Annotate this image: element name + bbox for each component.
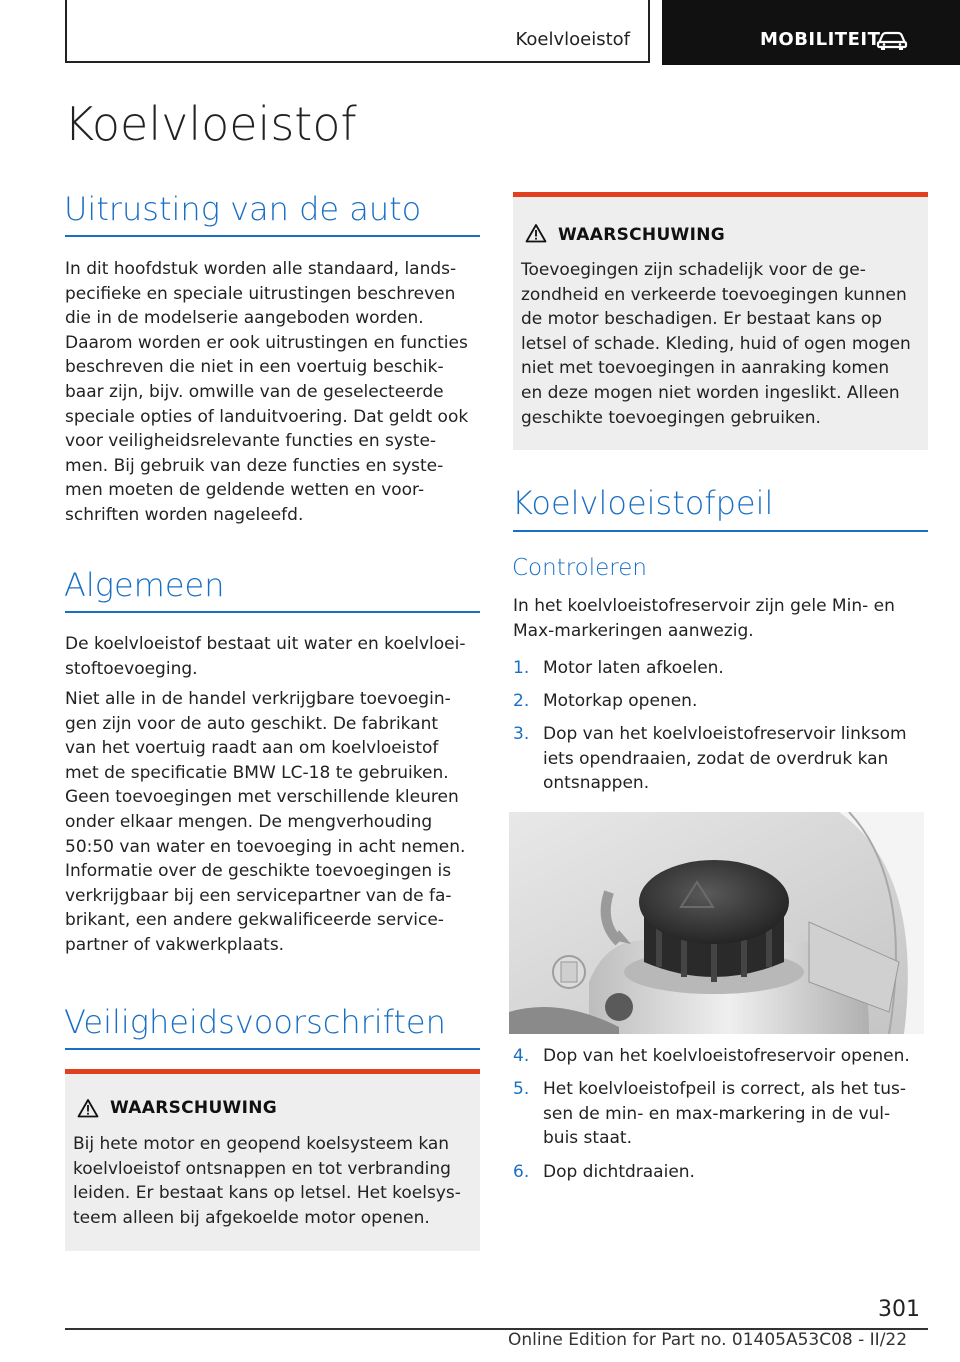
list-item: 6. Dop dichtdraaien. xyxy=(513,1162,695,1182)
list-item: 2. Motorkap openen. xyxy=(513,691,698,711)
equipment-paragraph: In dit hoofdstuk worden alle standaard, lands- pecifieke en speciale uitrustingen beschreven die in de modelserie aangeboden worden. Daarom worden er ook uitrustingen en functies beschreven die niet in een voertuig beschik- baar zijn, bijv. omwille van de geselecteerde speciale opties of landuitvoering. Dat geldt ook voor veiligheidsrelevante functies en syste- men. Bij gebruik van deze functies en syste- men moeten de geldende wetten en voor- schriften worden nageleefd. xyxy=(65,259,469,525)
section-heading-level: Koelvloeistofpeil xyxy=(512,484,774,522)
subheading-check: Controleren xyxy=(512,555,647,581)
section-rule xyxy=(513,530,928,532)
warning-text: Bij hete motor en geopend koelsysteem kan koelvloeistof ontsnappen en tot verbranding leiden. Er bestaat kans op letsel. Het koelsys- teem alleen bij afgekoelde motor openen. xyxy=(73,1134,461,1228)
list-item: 1. Motor laten afkoelen. xyxy=(513,658,724,678)
level-intro: In het koelvloeistofreservoir zijn gele Min- en Max-markeringen aanwezig. xyxy=(513,596,895,641)
warning-title: WAARSCHUWING xyxy=(558,225,726,245)
section-rule xyxy=(65,235,480,237)
footer-edition: Online Edition for Part no. 01405A53C08 - II/22 xyxy=(508,1330,908,1350)
page-number: 301 xyxy=(878,1297,920,1322)
general-paragraph-1: De koelvloeistof bestaat uit water en koelvloei- stoftoevoeging. xyxy=(65,634,466,679)
general-paragraph-2: Niet alle in de handel verkrijgbare toevoegin- gen zijn voor de auto geschikt. De fabrikant van het voertuig raadt aan om koelvloeistof met de specificatie BMW LC-18 te gebruiken. Geen toevoegingen met verschillende kleuren onder elkaar mengen. De mengverhouding 50:50 van water en toevoeging in acht nemen. Informatie over de geschikte toevoegingen is verkrijgbaar bij een servicepartner van de fa- brikant, een andere gekwalificeerde service- partner of vakwerkplaats. xyxy=(65,689,466,955)
section-heading-safety: Veiligheidsvoorschriften xyxy=(64,1003,446,1041)
header-section-box xyxy=(65,0,650,63)
coolant-cap-photo xyxy=(509,812,924,1034)
warning-triangle-icon xyxy=(525,223,547,243)
page-title: Koelvloeistof xyxy=(64,97,357,151)
header-section-title: Koelvloeistof xyxy=(515,29,630,50)
section-heading-equipment: Uitrusting van de auto xyxy=(64,190,422,228)
section-rule xyxy=(65,611,480,613)
warning-box-hot-engine xyxy=(65,1069,480,1251)
section-rule xyxy=(65,1048,480,1050)
list-item: 4. Dop van het koelvloeistofreservoir openen. xyxy=(513,1046,910,1066)
warning-box-additives xyxy=(513,192,928,450)
header-chapter-box xyxy=(662,0,960,65)
list-item: 5. Het koelvloeistofpeil is correct, als het tus- sen de min- en max-markering in de vul- buis staat. xyxy=(513,1079,906,1149)
warning-triangle-icon xyxy=(77,1098,99,1118)
warning-title: WAARSCHUWING xyxy=(110,1098,278,1118)
warning-text: Toevoegingen zijn schadelijk voor de ge- zondheid en verkeerde toevoegingen kunnen de motor beschadigen. Er bestaat kans op letsel of schade. Kleding, huid of ogen mogen niet met toevoegingen in aanraking komen en deze mogen niet worden ingeslikt. Alleen geschikte toevoegingen gebruiken. xyxy=(521,260,911,428)
list-item: 3. Dop van het koelvloeistofreservoir linksom iets opendraaien, zodat de overdruk kan ontsnappen. xyxy=(513,724,907,794)
section-heading-general: Algemeen xyxy=(64,566,225,604)
car-icon xyxy=(876,29,908,51)
header-chapter-title: MOBILITEIT xyxy=(760,29,881,50)
